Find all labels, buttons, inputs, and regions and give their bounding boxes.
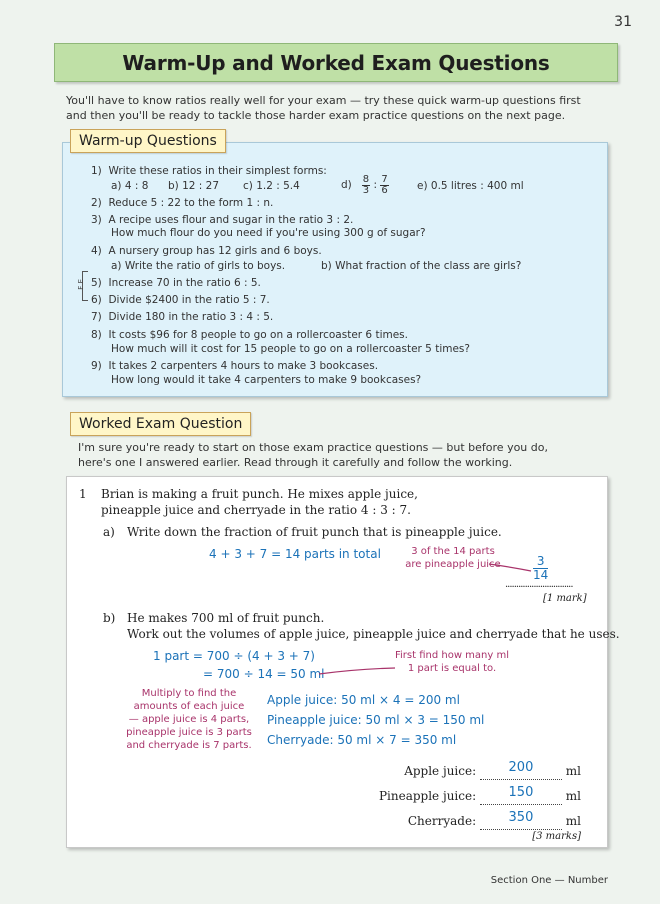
part-a-answer-line: ............................... bbox=[505, 579, 573, 590]
answer-cherryade: Cherryade: 350 ml bbox=[407, 810, 581, 828]
part-b-annotation: First find how many ml 1 part is equal to. bbox=[394, 650, 510, 674]
q1-part-c: c) 1.2 : 5.4 bbox=[243, 180, 300, 192]
part-b-line2: Work out the volumes of apple juice, pineapple juice and cherryade that he uses. bbox=[127, 627, 620, 641]
answer-pineapple-juice: Pineapple juice: 150 ml bbox=[378, 785, 581, 803]
question-2: 2) Reduce 5 : 22 to the form 1 : n. bbox=[91, 197, 274, 209]
intro-line: You'll have to know ratios really well for your exam — try these quick warm-up questions first bbox=[66, 94, 581, 107]
page-number: 31 bbox=[614, 14, 632, 30]
answer-pineapple-value: 150 bbox=[508, 785, 534, 800]
part-b-calc-pineapple: Pineapple juice: 50 ml × 3 = 150 ml bbox=[267, 713, 485, 727]
q1-part-b: b) 12 : 27 bbox=[168, 180, 220, 192]
part-a-answer: 3 14 bbox=[533, 554, 549, 582]
part-b-calc-cherryade: Cherryade: 50 ml × 7 = 350 ml bbox=[267, 733, 457, 747]
question-6: 6) Divide $2400 in the ratio 5 : 7. bbox=[91, 294, 270, 306]
q4-part-b: b) What fraction of the class are girls? bbox=[321, 260, 522, 272]
fraction-8-3: $\frac{8}{3}$ bbox=[362, 174, 370, 196]
question-1: 1) Write these ratios in their simplest forms: bbox=[91, 165, 327, 177]
answer-cherryade-value: 350 bbox=[508, 810, 534, 825]
exam-question-number: 1 bbox=[79, 487, 87, 501]
worked-intro-text bbox=[78, 440, 608, 470]
question-8: 8) It costs $96 for 8 people to go on a rollercoaster 6 times. bbox=[91, 329, 408, 341]
part-a-label: a) bbox=[103, 525, 115, 539]
question-8-line2: How much will it cost for 15 people to go on a rollercoaster 5 times? bbox=[111, 343, 470, 355]
question-5: 5) Increase 70 in the ratio 6 : 5. bbox=[91, 277, 261, 289]
q1-part-a: a) 4 : 8 bbox=[111, 180, 149, 192]
answer-apple-juice: Apple juice: 200 ml bbox=[404, 760, 581, 778]
worked-heading: Worked Exam Question bbox=[70, 412, 251, 436]
question-9: 9) It takes 2 carpenters 4 hours to make 3 bookcases. bbox=[91, 360, 379, 372]
part-b-label: b) bbox=[103, 611, 116, 625]
annotation-arrow-icon bbox=[487, 561, 535, 575]
part-b-working1: 1 part = 700 ÷ (4 + 3 + 7) bbox=[153, 649, 315, 663]
part-b-working2: = 700 ÷ 14 = 50 ml bbox=[203, 667, 325, 681]
question-7: 7) Divide 180 in the ratio 3 : 4 : 5. bbox=[91, 311, 274, 323]
part-b-line1: He makes 700 ml of fruit punch. bbox=[127, 611, 325, 625]
question-3: 3) A recipe uses flour and sugar in the ratio 3 : 2. bbox=[91, 214, 354, 226]
fraction-7-6: $\frac{7}{6}$ bbox=[381, 174, 388, 196]
intro-text bbox=[66, 93, 626, 123]
answer-apple-value: 200 bbox=[508, 760, 534, 775]
worked-intro-line: I'm sure you're ready to start on those exam practice questions — but before you do, bbox=[78, 441, 548, 454]
worked-exam-box bbox=[66, 476, 620, 848]
section-footer: Section One — Number bbox=[490, 875, 608, 886]
exam-question-line1: Brian is making a fruit punch. He mixes apple juice, bbox=[101, 487, 418, 501]
part-b-calc-apple: Apple juice: 50 ml × 4 = 200 ml bbox=[267, 693, 460, 707]
part-a-marks: [1 mark] bbox=[543, 593, 587, 604]
q1-part-e: e) 0.5 litres : 400 ml bbox=[417, 180, 524, 192]
part-a-working: 4 + 3 + 7 = 14 parts in total bbox=[209, 547, 381, 561]
question-9-line2: How long would it take 4 carpenters to make 9 bookcases? bbox=[111, 374, 422, 386]
question-4: 4) A nursery group has 12 girls and 6 boys. bbox=[91, 245, 322, 257]
warmup-heading: Warm-up Questions bbox=[70, 129, 226, 153]
part-a-question: Write down the fraction of fruit punch that is pineapple juice. bbox=[127, 525, 502, 539]
q1-part-d: d) $\frac{8}{3}$ : $\frac{7}{6}$ bbox=[341, 174, 388, 196]
grade-label: F E bbox=[77, 279, 85, 290]
page-title: Warm-Up and Worked Exam Questions bbox=[54, 43, 618, 82]
part-b-marks: [3 marks] bbox=[532, 831, 581, 842]
question-3-line2: How much flour do you need if you're using 300 g of sugar? bbox=[111, 227, 426, 239]
q4-part-a: a) Write the ratio of girls to boys. bbox=[111, 260, 286, 272]
part-a-annotation: 3 of the 14 parts are pineapple juice bbox=[405, 546, 501, 570]
exam-question-line2: pineapple juice and cherryade in the ratio 4 : 3 : 7. bbox=[101, 503, 411, 517]
warmup-questions-box bbox=[62, 142, 608, 397]
part-b-side-note: Multiply to find the amounts of each juice — apple juice is 4 parts, pineapple juice is 3 parts and cherryade is 7 parts. bbox=[126, 688, 252, 751]
worked-intro-line: here's one I answered earlier. Read through it carefully and follow the working. bbox=[78, 456, 513, 469]
intro-line: and then you'll be ready to tackle those harder exam practice questions on the next page. bbox=[66, 109, 566, 122]
annotation-arrow-icon bbox=[317, 665, 397, 679]
